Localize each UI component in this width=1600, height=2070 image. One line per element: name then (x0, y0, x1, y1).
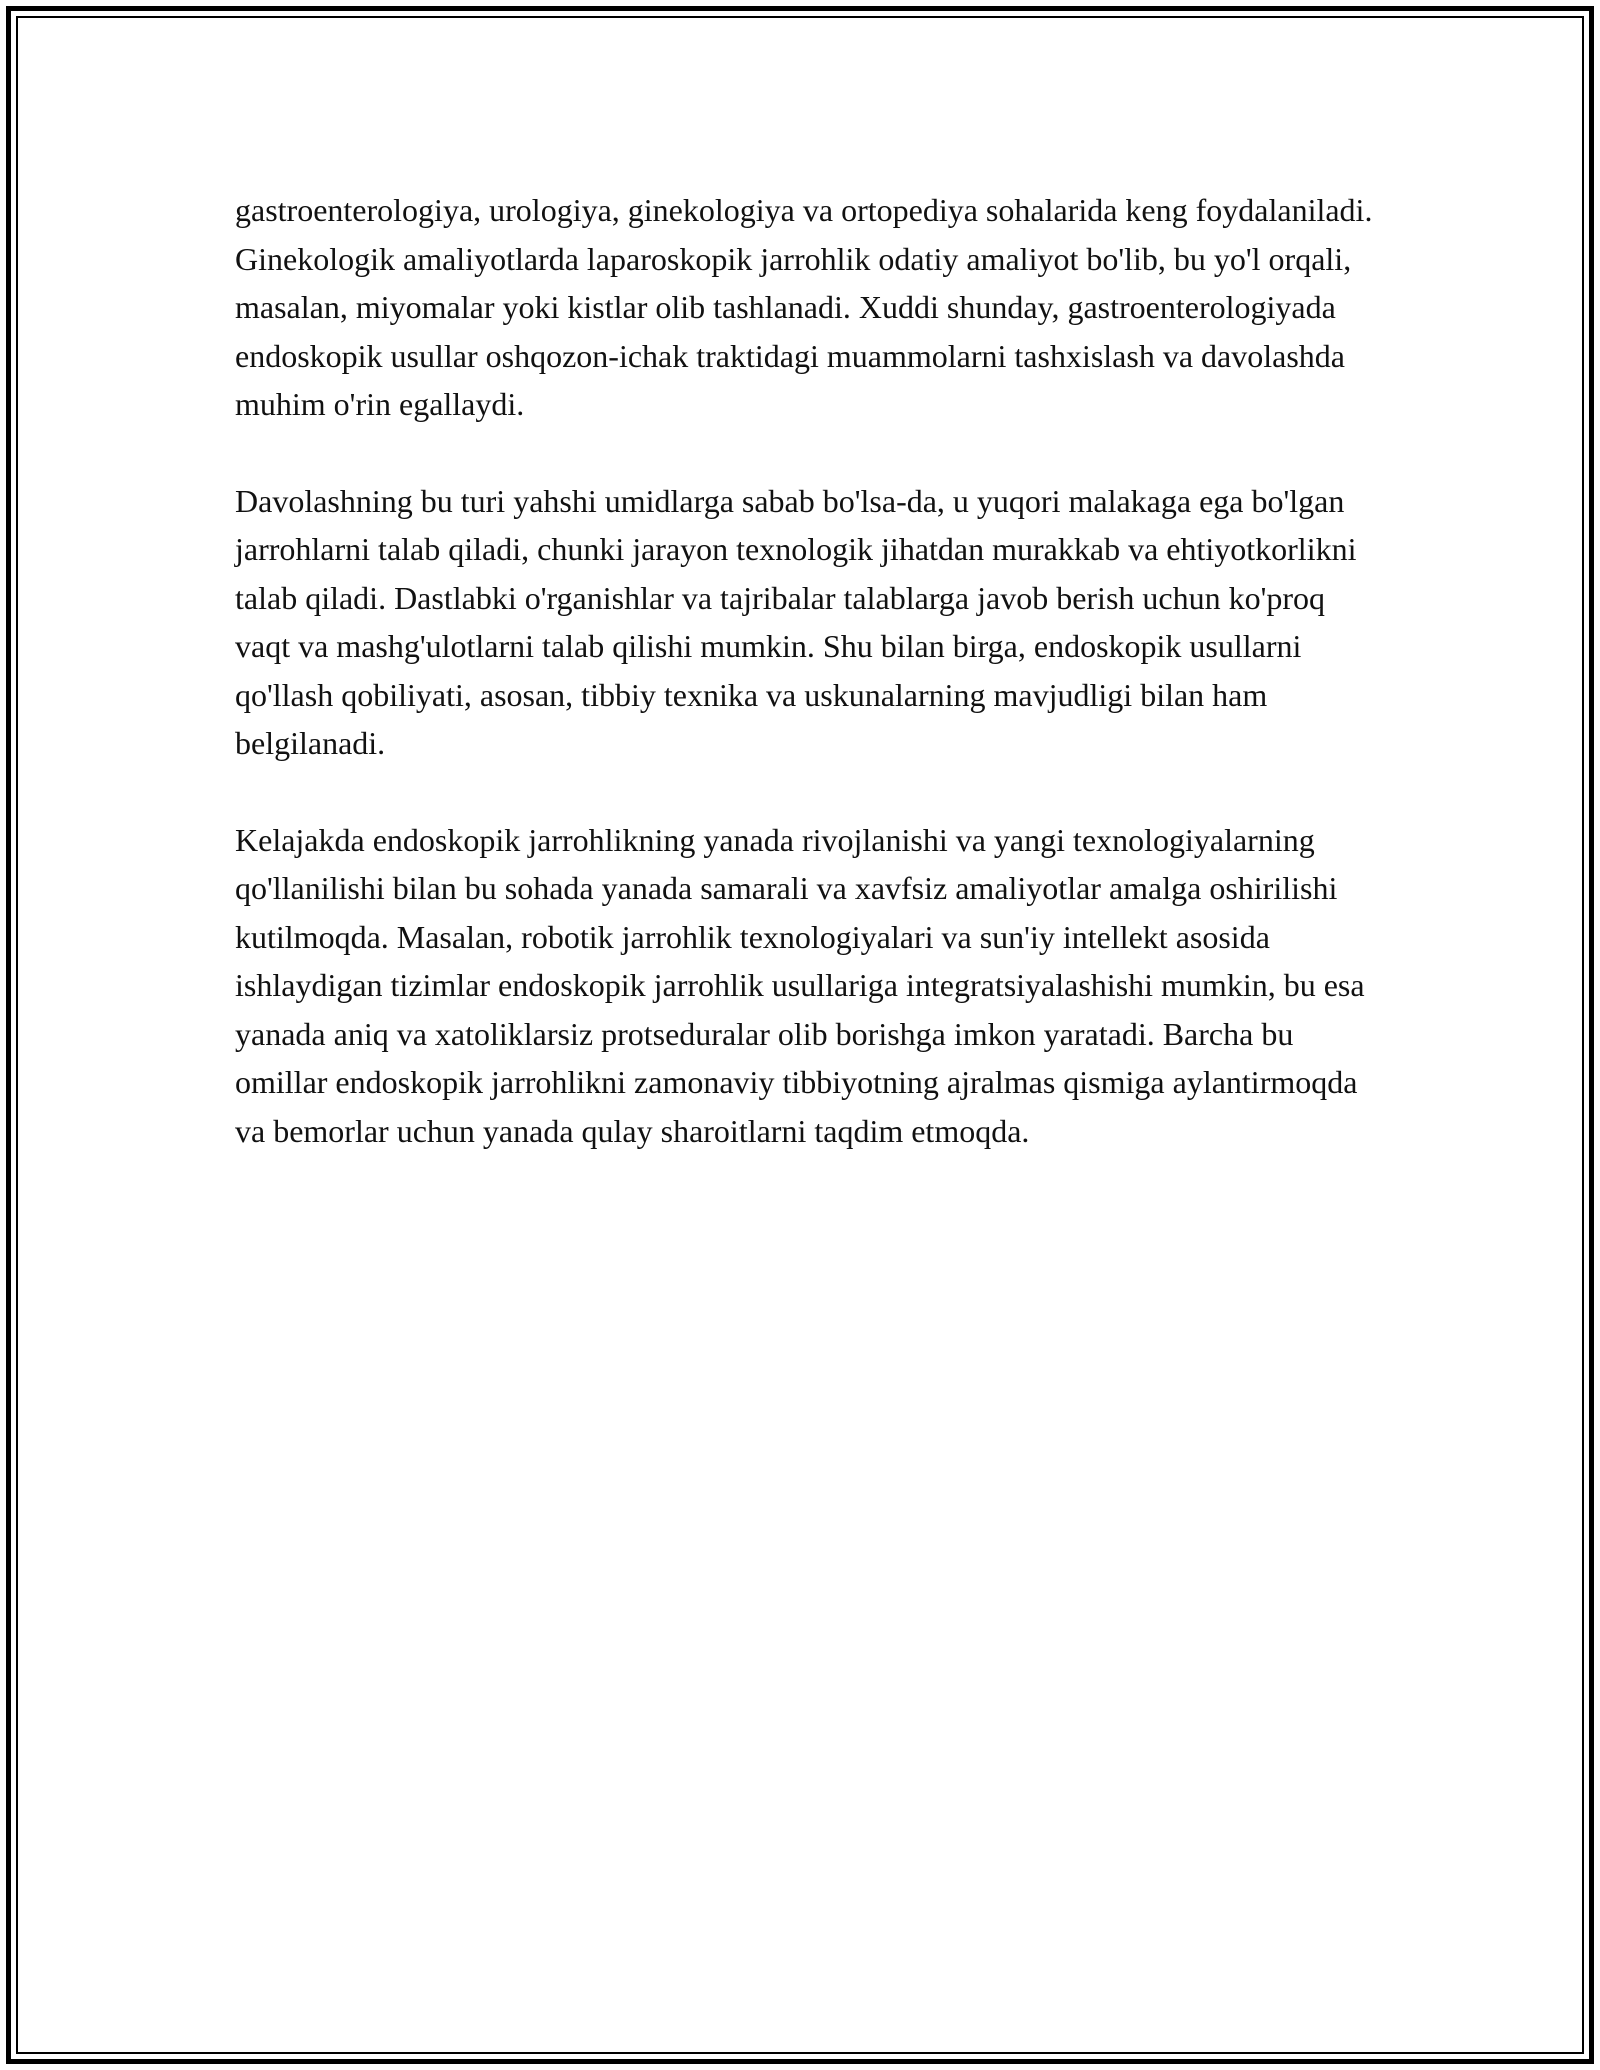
paragraph-3: Kelajakda endoskopik jarrohlikning yanada rivojlanishi va yangi texnologiyalarning qo'llanilishi bilan bu sohada yanada samarali va xavfsiz amaliyotlar amalga oshirilishi kutilmoqda. Masalan, robotik jarrohlik texnologiyalari va sun'iy intellekt asosida ishlaydigan tizimlar endoskopik jarrohlik usullariga integratsiyalashishi mumkin, bu esa yanada aniq va xatoliklarsiz protseduralar olib borishga imkon yaratadi. Barcha bu omillar endoskopik jarrohlikni zamonaviy tibbiyotning ajralmas qismiga aylantirmoqda va bemorlar uchun yanada qulay sharoitlarni taqdim etmoqda. (235, 821, 1365, 1149)
paragraph-1: gastroenterologiya, urologiya, ginekologiya va ortopediya sohalarida keng foydalaniladi. Ginekologik amaliyotlarda laparoskopik jarrohlik odatiy amaliyot bo'lib, bu yo'l orqali, masalan, miyomalar yoki kistlar olib tashlanadi. Xuddi shunday, gastroenterologiyada endoskopik usullar oshqozon-ichak traktidagi muammolarni tashxislash va davolashda muhim o'rin egallaydi. (235, 192, 1373, 422)
paragraph-2: Davolashning bu turi yahshi umidlarga sabab bo'lsa-da, u yuqori malakaga ega bo'lgan jarrohlarni talab qiladi, chunki jarayon texnologik jihatdan murakkab va ehtiyotkorlikni talab qiladi. Dastlabki o'rganishlar va tajribalar talablarga javob berish uchun ko'proq vaqt va mashg'ulotlarni talab qilishi mumkin. Shu bilan birga, endoskopik usullarni qo'llash qobiliyati, asosan, tibbiy texnika va uskunalarning mavjudligi bilan ham belgilanadi. (235, 482, 1357, 761)
document-body (235, 186, 1375, 1203)
